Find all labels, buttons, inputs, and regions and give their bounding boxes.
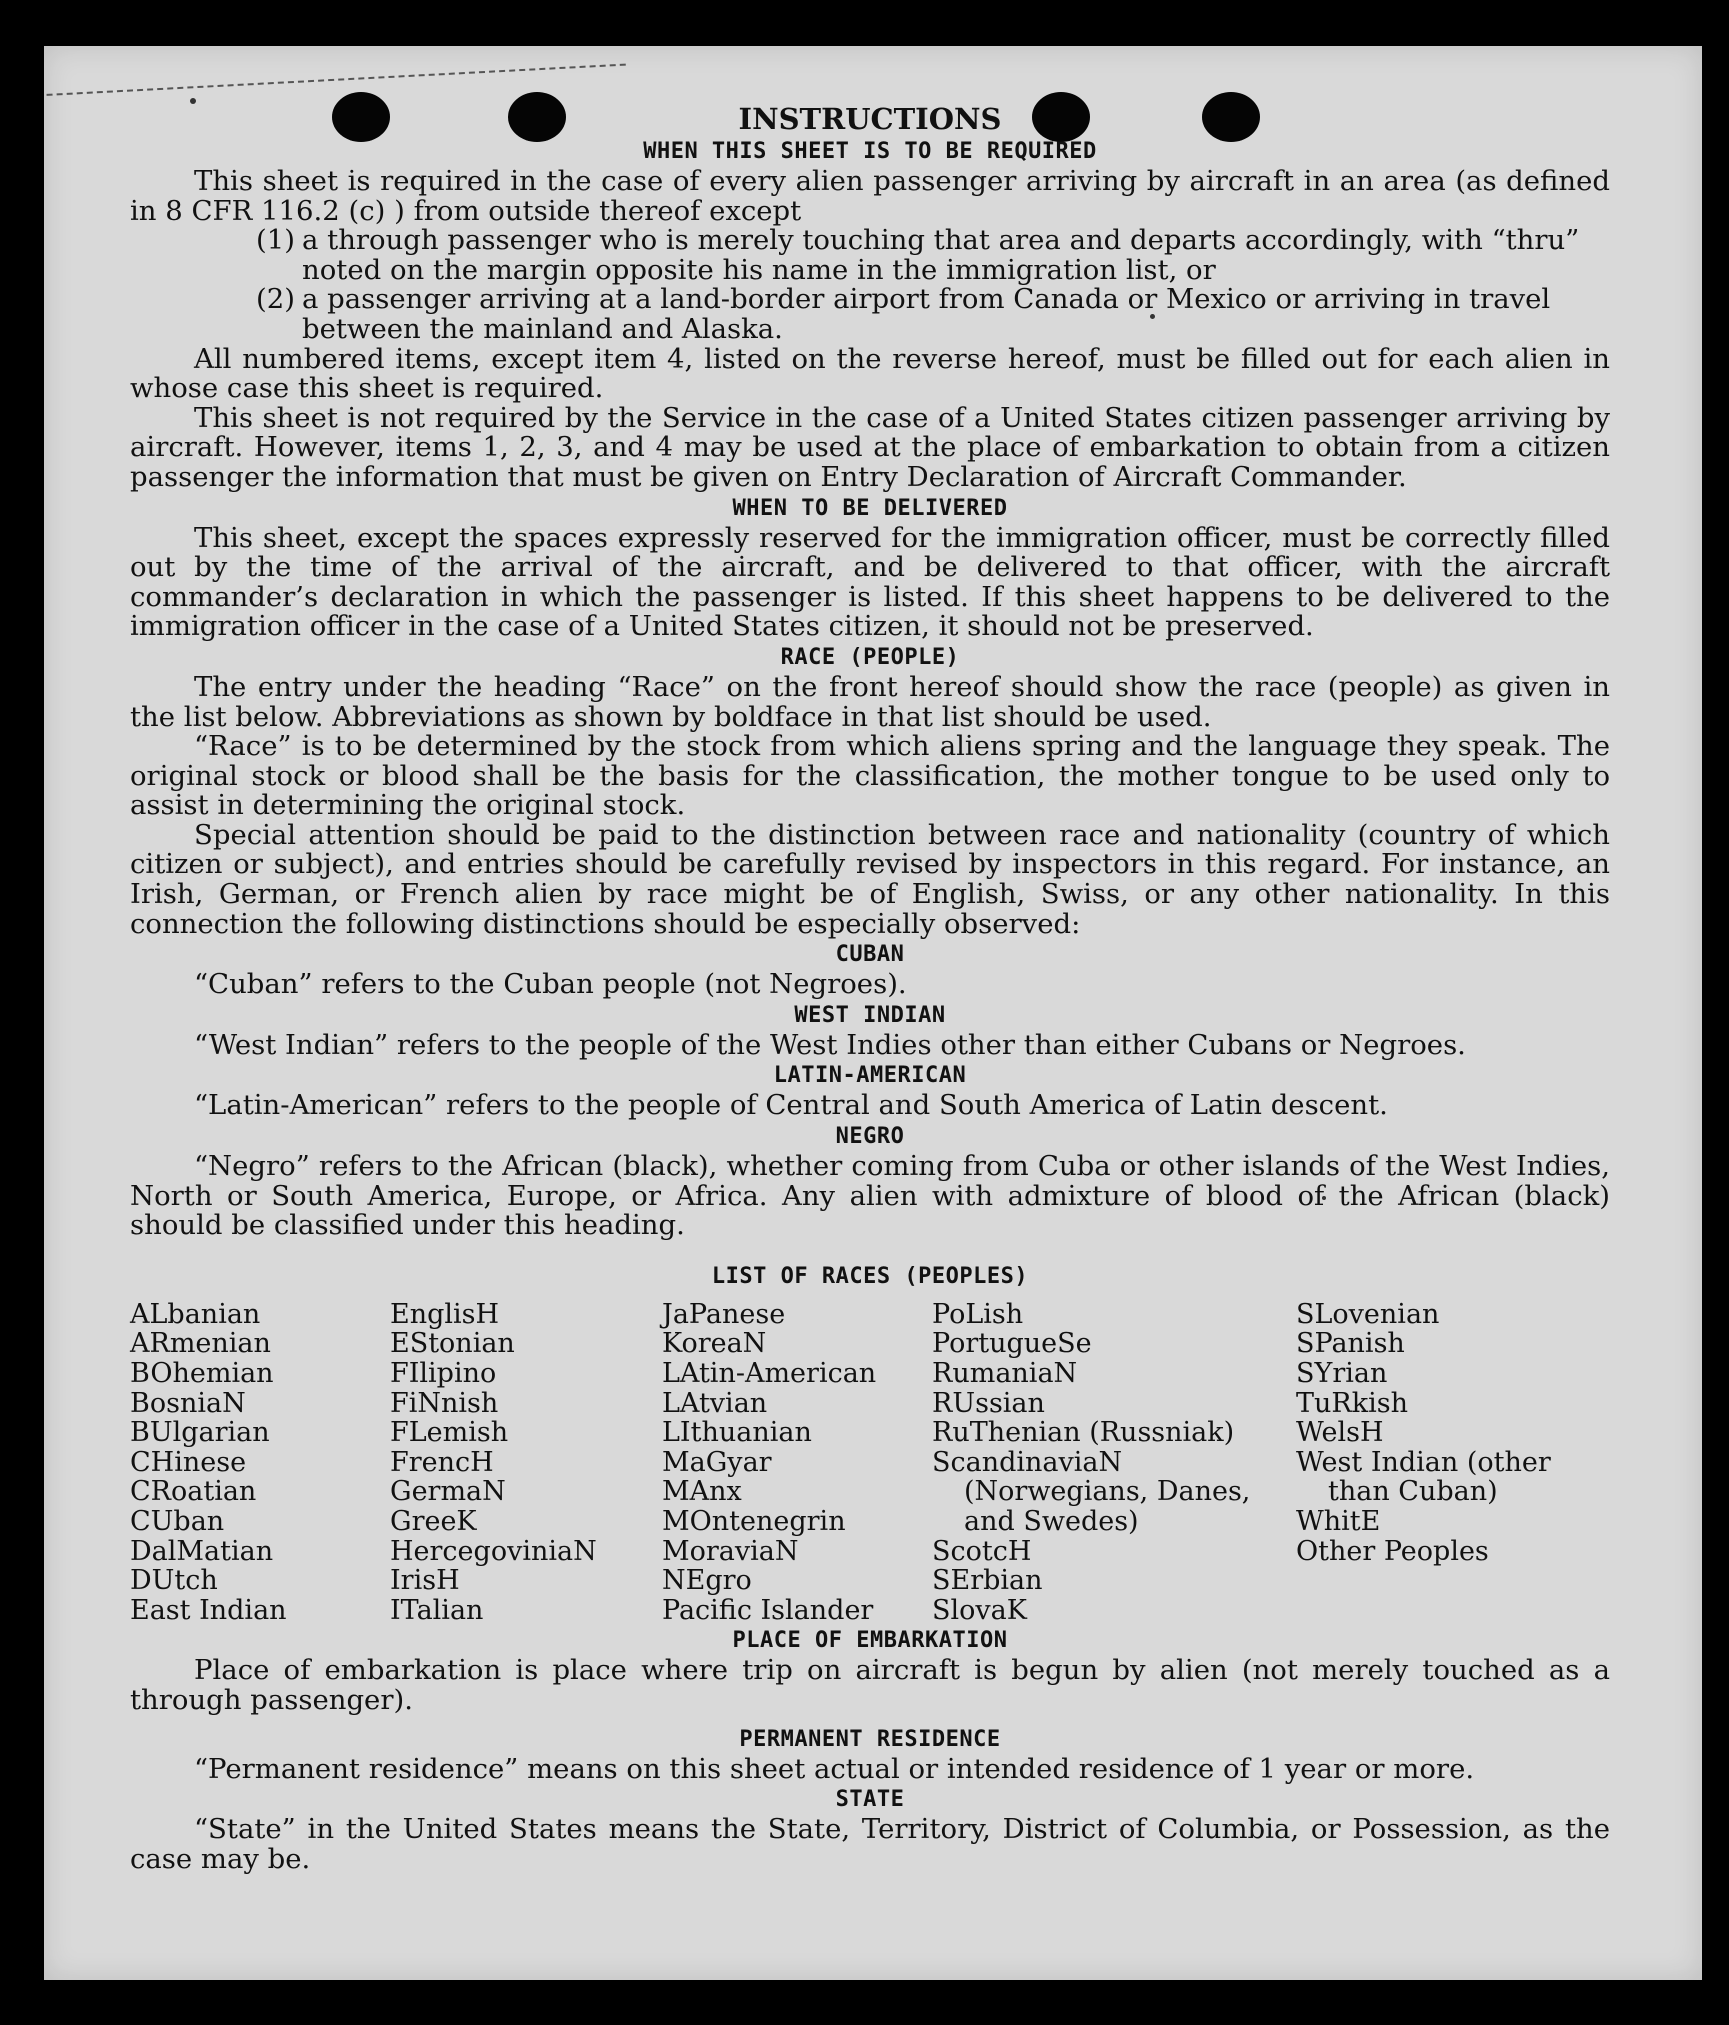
race-entry: Other Peoples [1296,1535,1489,1567]
races-column [932,1300,1296,1626]
list-number: (1) [256,224,295,257]
races-list-heading: LIST OF RACES (PEOPLES) [711,1263,1029,1289]
race-entry: MoraviaN [662,1535,799,1567]
race-entry: LAtvian [662,1387,768,1419]
section-heading-latin-american: LATIN-AMERICAN [773,1063,967,1089]
race-entry: SlovaK [932,1594,1027,1626]
race-entry: CHinese [130,1446,247,1478]
race-entry: BUlgarian [130,1417,270,1449]
paragraph: This sheet, except the spaces expressly reserved for the immigration officer, must be correctly filled out by the time of the arrival of the aircraft, and be delivered to that officer, with the aircraft commander’s declaration in which the passenger is listed. If this sheet happens to be delivered to the immigration officer in the case of a United States citizen, it should not be preserved. [130,521,1610,643]
race-entry: LAtin-American [662,1358,877,1389]
race-entry: DalMatian [130,1535,274,1567]
paragraph: All numbered items, except item 4, listed on the reverse hereof, must be filled out for each alien in whose case this sheet is required. [130,342,1610,405]
race-entry: BOhemian [130,1358,274,1389]
race-entry: RuThenian (Russniak) [932,1417,1235,1449]
section-heading-west-indian: WEST INDIAN [794,1002,946,1028]
list-item [256,226,1610,285]
race-entry: ScandinaviaN (Norwegians, Danes, and Swedes) [932,1446,1251,1537]
paragraph: Special attention should be paid to the distinction between race and nationality (country of which citizen or subject), and entries should be carefully revised by inspectors in this regard. For instance, an Irish, German, or French alien by race might be of English, Swiss, or any other nationality. In this connection the following distinctions should be especially observed: [130,818,1610,940]
race-entry: SLovenian [1296,1298,1440,1330]
document-sheet [44,46,1702,1980]
race-entry: FIlipino [390,1358,497,1389]
races-column [390,1300,662,1626]
race-entry: NEgro [662,1565,752,1597]
list-number: (2) [256,283,295,316]
race-entry: FiNnish [390,1387,499,1419]
race-entry: MaGyar [662,1446,772,1478]
race-entry: PoLish [932,1298,1024,1330]
race-entry: CRoatian [130,1476,257,1508]
race-entry: GermaN [390,1476,506,1508]
race-entry: ITalian [390,1594,484,1626]
race-entry: JaPanese [662,1298,786,1330]
race-entry: MAnx [662,1476,742,1508]
race-entry: ScotcH [932,1535,1032,1567]
section-heading-negro: NEGRO [835,1124,905,1150]
race-entry: Pacific Islander [662,1594,874,1626]
race-entry: BosniaN [130,1387,246,1419]
section-heading-required: WHEN THIS SHEET IS TO BE REQUIRED [643,139,1097,164]
race-entry: TuRkish [1296,1387,1408,1419]
races-column [130,1300,390,1626]
race-entry: West Indian (other than Cuban) [1296,1446,1551,1508]
paragraph: This sheet is not required by the Service in the case of a United States citizen passenger arriving by aircraft. However, items 1, 2, 3, and 4 may be used at the place of embarkation to obtain from a citizen passenger the information that must be given on Entry Declaration of Aircraft Commander. [130,401,1610,493]
section-heading-race: RACE (PEOPLE) [780,644,960,670]
perforation-edge [44,16,626,96]
list-item [256,285,1610,344]
paragraph: This sheet is required in the case of every alien passenger arriving by aircraft in an area (as defined in 8 CFR 116.2 (c) ) from outside thereof except [130,165,1610,227]
race-entry: EnglisH [390,1298,500,1330]
paragraph: Place of embarkation is place where trip on aircraft is begun by alien (not merely touched as a through passenger). [130,1654,1610,1716]
race-entry: WelsH [1296,1417,1384,1449]
paragraph: “Permanent residence” means on this sheet actual or intended residence of 1 year or more. [194,1752,1475,1785]
race-entry: RumaniaN [932,1358,1078,1389]
paragraph: “State” in the United States means the State, Territory, District of Columbia, or Possession, as the case may be. [130,1813,1610,1875]
race-entry: HercegoviniaN [390,1535,597,1567]
race-entry: SPanish [1296,1328,1405,1360]
list-text: a passenger arriving at a land-border airport from Canada or Mexico or arriving in travel between the mainland and Alaska. [302,283,1551,345]
race-entry: DUtch [130,1565,218,1597]
race-entry: FrencH [390,1446,494,1478]
paragraph: “West Indian” refers to the people of the West Indies other than either Cubans or Negroes. [194,1028,1466,1061]
race-entry: EStonian [390,1328,515,1360]
list-text: a through passenger who is merely touching that area and departs accordingly, with “thru” noted on the margin opposite his name in the immigration list, or [302,224,1580,286]
section-heading-residence: PERMANENT RESIDENCE [739,1726,1001,1752]
race-entry: GreeK [390,1505,477,1537]
race-entry: SYrian [1296,1358,1388,1389]
races-column [1296,1300,1586,1626]
page-title: INSTRUCTIONS [738,102,1002,136]
race-entry: CUban [130,1505,225,1537]
race-entry: ARmenian [130,1328,271,1360]
paragraph: “Cuban” refers to the Cuban people (not Negroes). [194,968,907,1001]
section-heading-delivered: WHEN TO BE DELIVERED [732,495,1008,521]
race-entry: WhitE [1296,1505,1381,1537]
race-entry: FLemish [390,1417,509,1449]
paragraph: The entry under the heading “Race” on the front hereof should show the race (people) as given in the list below. Abbreviations as shown by boldface in that list should be used. [130,670,1610,733]
races-list [130,1300,1610,1626]
race-entry: IrisH [390,1565,460,1597]
race-entry: PortugueSe [932,1328,1092,1360]
race-entry: LIthuanian [662,1417,812,1449]
race-entry: ALbanian [130,1298,261,1330]
instructions-body [130,102,1610,1874]
race-entry: East Indian [130,1594,287,1626]
paragraph: “Latin-American” refers to the people of Central and South America of Latin descent. [194,1089,1388,1122]
section-heading-cuban: CUBAN [835,942,905,968]
paragraph: “Race” is to be determined by the stock from which aliens spring and the language they speak. The original stock or blood shall be the basis for the classification, the mother tongue to be used only to assist in determining the original stock. [130,730,1610,822]
races-column [662,1300,932,1626]
section-heading-embarkation: PLACE OF EMBARKATION [732,1628,1008,1654]
paragraph: “Negro” refers to the African (black), whether coming from Cuba or other islands of the West Indies, North or South America, Europe, or Africa. Any alien with admixture of blood of the African (black) should be classified under this heading. [130,1150,1610,1242]
race-entry: RUssian [932,1387,1045,1419]
race-entry: SErbian [932,1565,1043,1597]
race-entry: KoreaN [662,1328,767,1360]
race-entry: MOntenegrin [662,1505,846,1537]
section-heading-state: STATE [835,1787,905,1813]
